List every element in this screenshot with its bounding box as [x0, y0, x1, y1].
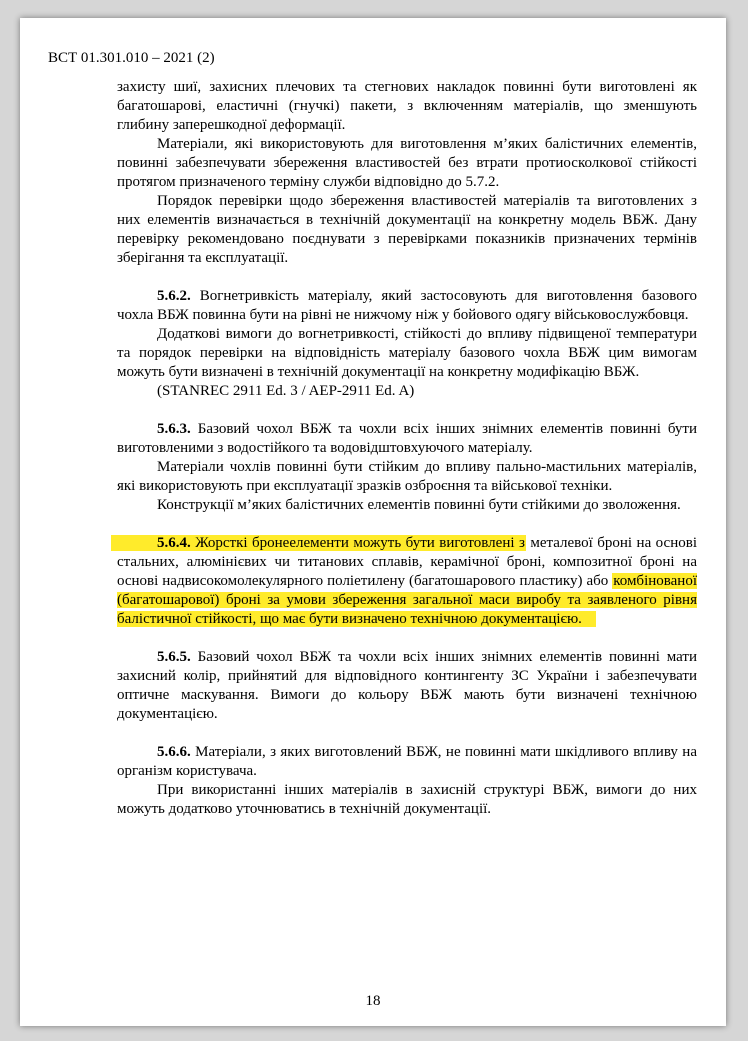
clause-number: 5.6.4.	[157, 535, 191, 551]
clause-5-6-6	[117, 743, 697, 781]
document-body	[117, 78, 697, 819]
clause-text: металевої броні на основі стальних, алюмінієвих чи титанових сплавів, керамічної броні, композитної броні на основі надвисокомолекулярного поліетилену (багатошарового пластику) або	[117, 535, 697, 589]
paragraph: Порядок перевірки щодо збереження властивостей матеріалів та виготовлених з них елементів визначається в технічній документації на конкретну модель ВБЖ. Дану перевірку рекомендовано поєднувати з перевірками показників призначених термінів зберігання та експлуатації.	[117, 193, 697, 266]
clause-number: 5.6.6.	[157, 744, 191, 760]
paragraph: Матеріали, які використовують для виготовлення м’яких балістичних елементів, повинні забезпечувати збереження властивостей без втрати протиосколкової стійкості протягом призначеного терміну служби відповідно до 5.7.2.	[117, 136, 697, 190]
highlighted-text	[111, 535, 526, 551]
clause-number: 5.6.2.	[157, 288, 191, 304]
page-number: 18	[365, 993, 381, 1009]
standard-reference: (STANREC 2911 Ed. 3 / AEP-2911 Ed. A)	[157, 383, 415, 399]
clause-text: Вогнетривкість матеріалу, який застосовують для виготовлення базового чохла ВБЖ повинна бути на рівні не нижчому ніж у бойового одягу військовослужбовця.	[117, 288, 697, 323]
paragraph: Матеріали чохлів повинні бути стійким до впливу пально-мастильних матеріалів, які використовують при експлуатації зразків озброєння та військової техніки.	[117, 459, 697, 494]
clause-5-6-3	[117, 420, 697, 458]
clause-number: 5.6.5.	[157, 649, 191, 665]
clause-5-6-4	[117, 534, 697, 629]
clause-text: Базовий чохол ВБЖ та чохли всіх інших знімних елементів повинні бути виготовленими з водостійкого та водовідштовхуючого матеріалу.	[117, 421, 697, 456]
clause-5-6-5	[117, 648, 697, 724]
document-page	[20, 18, 726, 1026]
clause-text: Жорсткі бронеелементи можуть бути виготовлені з	[190, 535, 525, 551]
document-number-header: ВСТ 01.301.010 – 2021 (2)	[48, 50, 215, 66]
paragraph: Додаткові вимоги до вогнетривкості, стійкості до впливу підвищеної температури та порядок перевірки на відповідність матеріалу базового чохла ВБЖ цим вимогам можуть бути визначені в технічній документації на конкретну модифікацію ВБЖ.	[117, 326, 697, 380]
highlighted-text: комбінованої (багатошарової) броні за умови збереження загальної маси виробу та заявленого рівня балістичної стійкості, що має бути визначено технічною документацією.	[117, 573, 697, 627]
clause-text: Базовий чохол ВБЖ та чохли всіх інших знімних елементів повинні мати захисний колір, прийнятий для відповідного контингенту ЗС України і забезпечувати оптичне маскування. Вимоги до кольору ВБЖ мають бути визначені технічною документацією.	[117, 649, 697, 722]
clause-number: 5.6.3.	[157, 421, 191, 437]
clause-5-6-2	[117, 287, 697, 325]
clause-text: Матеріали, з яких виготовлений ВБЖ, не повинні мати шкідливого впливу на організм користувача.	[117, 744, 697, 779]
paragraph: Конструкції м’яких балістичних елементів повинні бути стійкими до зволоження.	[157, 497, 681, 513]
paragraph: При використанні інших матеріалів в захисній структурі ВБЖ, вимоги до них можуть додатково уточнюватись в технічній документації.	[117, 782, 697, 817]
paragraph: захисту шиї, захисних плечових та стегнових накладок повинні бути виготовлені як багатошарові, еластичні (гнучкі) пакети, з включенням матеріалів, що зменшують глибину заперешкодної деформації.	[117, 79, 697, 133]
